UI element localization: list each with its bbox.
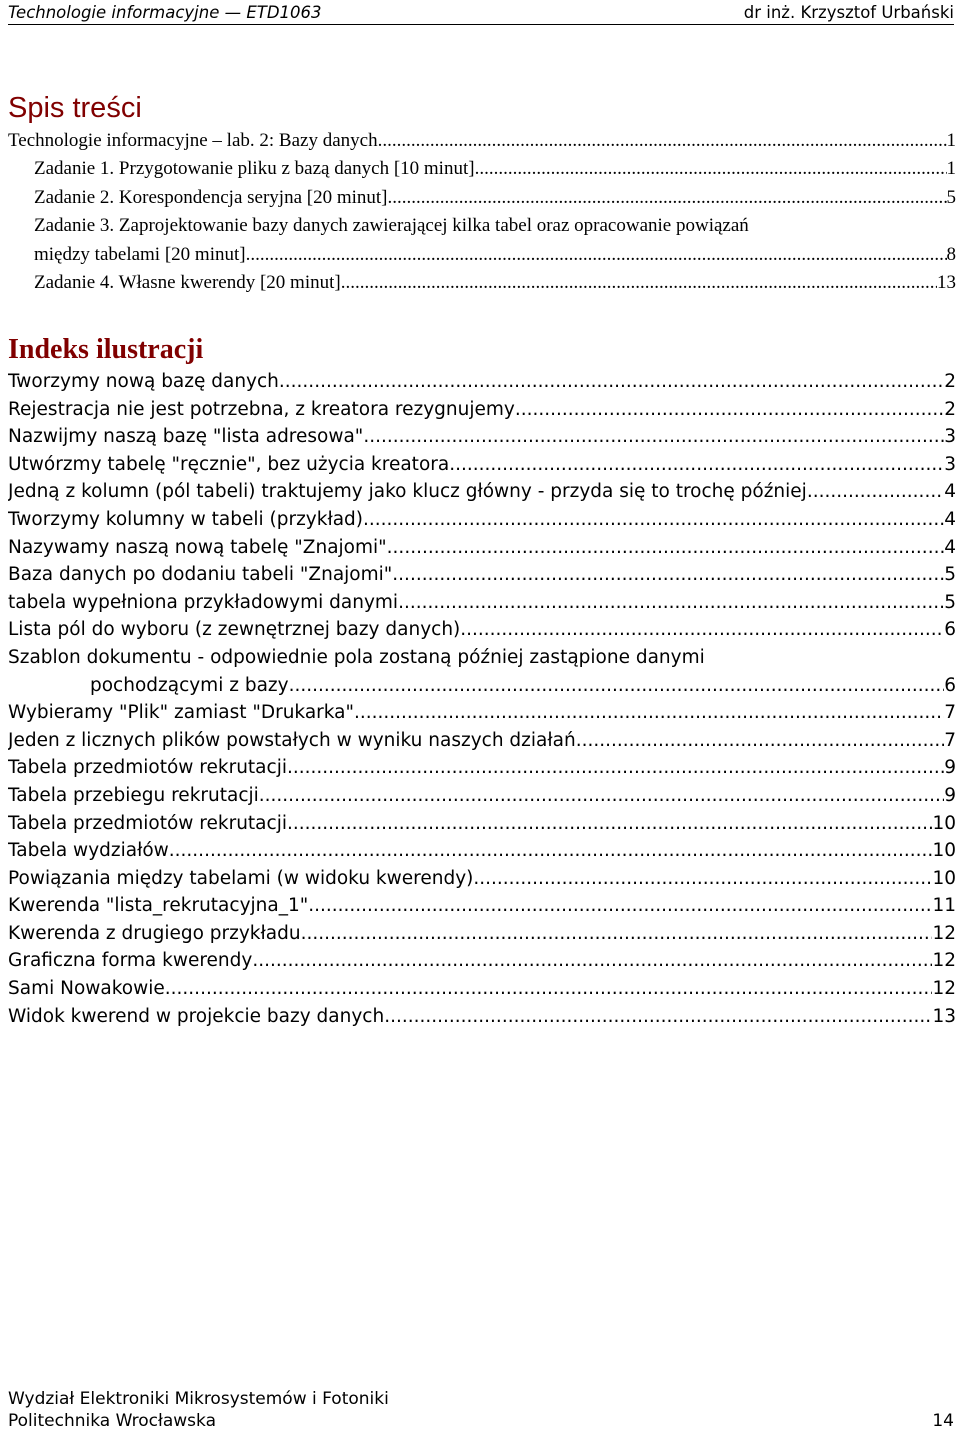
toc-entry[interactable] (8, 184, 956, 212)
illustration-entry-title[interactable]: Szablon dokumentu - odpowiednie pola zostaną później zastąpione danymi (8, 646, 705, 668)
illustration-entry[interactable] (8, 754, 956, 782)
illustration-entry-title-cont[interactable]: pochodzącymi z bazy (90, 674, 289, 696)
illustration-entry[interactable] (8, 699, 956, 727)
leader-dots (515, 396, 944, 424)
illustration-entry-page: 6 (944, 619, 956, 641)
illustration-entry-page: 12 (932, 922, 956, 944)
leader-dots (165, 975, 933, 1003)
illustration-entry-title[interactable]: tabela wypełniona przykładowymi danymi (8, 591, 399, 613)
toc-entry-page: 5 (946, 186, 956, 208)
illustration-entry-page: 4 (944, 508, 956, 530)
illustration-entry-title[interactable]: Powiązania między tabelami (w widoku kwerendy) (8, 867, 474, 889)
illustration-entry[interactable] (8, 534, 956, 562)
leader-dots (378, 127, 947, 155)
leader-dots (388, 184, 947, 212)
illustration-entry-title[interactable]: Sami Nowakowie (8, 978, 165, 1000)
leader-dots (449, 451, 944, 479)
illustration-entry-title[interactable]: Graficzna forma kwerendy (8, 950, 253, 972)
illustration-entry-page: 6 (944, 674, 956, 696)
illustration-entry-page: 13 (932, 1005, 956, 1027)
illustration-entry-page: 9 (944, 757, 956, 779)
leader-dots (475, 155, 947, 183)
leader-dots (363, 423, 944, 451)
illustration-entry-page: 9 (944, 784, 956, 806)
illustration-entry-page: 5 (944, 591, 956, 613)
leader-dots (287, 810, 932, 838)
illustration-entry[interactable] (8, 837, 956, 865)
illustration-entry-title[interactable]: Tabela przedmiotów rekrutacji (8, 812, 287, 834)
leader-dots (169, 837, 933, 865)
illustrations-heading: Indeks ilustracji (8, 334, 204, 365)
leader-dots (289, 672, 945, 700)
leader-dots (252, 947, 932, 975)
university-name: Politechnika Wrocławska (8, 1411, 216, 1431)
leader-dots (259, 782, 944, 810)
course-title: Technologie informacyjne — ETD1063 (8, 2, 322, 22)
illustration-entry-title[interactable]: Wybieramy "Plik" zamiast "Drukarka" (8, 702, 354, 724)
illustration-entry-title[interactable]: Widok kwerend w projekcie bazy danych (8, 1005, 385, 1027)
toc-entry-title[interactable]: Zadanie 2. Korespondencja seryjna [20 minut] (34, 186, 388, 208)
leader-dots (460, 616, 944, 644)
toc-entry-title-cont[interactable]: między tabelami [20 minut] (34, 243, 246, 265)
illustration-entry[interactable] (8, 423, 956, 451)
leader-dots (387, 534, 945, 562)
illustration-entry-title[interactable]: Kwerenda z drugiego przykładu (8, 922, 301, 944)
author-name: dr inż. Krzysztof Urbański (743, 2, 954, 22)
illustration-entry-title[interactable]: Nazwijmy naszą bazę "lista adresowa" (8, 426, 364, 448)
illustration-entry-page: 3 (944, 426, 956, 448)
illustration-entry[interactable] (8, 947, 956, 975)
illustration-entry[interactable] (8, 975, 956, 1003)
illustration-entry[interactable] (8, 644, 956, 672)
illustration-entry-title[interactable]: Lista pól do wyboru (z zewnętrznej bazy danych) (8, 619, 461, 641)
toc-entry-title[interactable]: Zadanie 1. Przygotowanie pliku z bazą danych [10 minut] (34, 158, 475, 180)
illustration-entry-page: 4 (944, 536, 956, 558)
illustration-entry-title[interactable]: Utwórzmy tabelę "ręcznie", bez użycia kreatora (8, 453, 450, 475)
illustration-entry-page: 10 (932, 867, 956, 889)
toc-entry-title[interactable]: Technologie informacyjne – lab. 2: Bazy danych (8, 130, 378, 151)
toc-entry-title[interactable]: Zadanie 3. Zaprojektowanie bazy danych zawierającej kilka tabel oraz opracowanie powiązań (34, 215, 749, 237)
leader-dots (246, 241, 947, 269)
toc-heading: Spis treści (8, 92, 142, 124)
illustration-entry[interactable] (8, 478, 956, 506)
illustration-entry-page: 7 (944, 702, 956, 724)
toc-entry[interactable] (8, 269, 956, 297)
illustration-entry[interactable] (8, 506, 956, 534)
illustration-entry-page: 10 (932, 840, 956, 862)
toc-entry[interactable] (8, 155, 956, 183)
illustration-entry-page: 10 (932, 812, 956, 834)
leader-dots (473, 865, 932, 893)
leader-dots (398, 589, 944, 617)
leader-dots (287, 754, 944, 782)
page-footer (8, 1388, 954, 1432)
toc-entry-page: 13 (937, 271, 956, 293)
illustration-entry[interactable] (8, 920, 956, 948)
illustration-entry-title[interactable]: Rejestracja nie jest potrzebna, z kreatora rezygnujemy (8, 398, 515, 420)
toc-entry-page: 1 (946, 130, 956, 151)
illustration-entry[interactable] (8, 782, 956, 810)
illustration-entry-page: 11 (932, 895, 956, 917)
leader-dots (392, 561, 944, 589)
toc-entry-page: 8 (946, 243, 956, 265)
illustration-entry-title[interactable]: Nazywamy naszą nową tabelę "Znajomi" (8, 536, 387, 558)
illustrations-list (8, 368, 956, 1030)
toc-entry-title[interactable]: Zadanie 4. Własne kwerendy [20 minut] (34, 271, 341, 293)
illustration-entry[interactable] (8, 396, 956, 424)
toc-entry[interactable] (8, 212, 956, 240)
leader-dots (341, 269, 937, 297)
illustration-entry-title[interactable]: Tabela wydziałów (8, 840, 169, 862)
illustration-entry-title[interactable]: Tworzymy kolumny w tabeli (przykład) (8, 508, 363, 530)
illustration-entry-title[interactable]: Tworzymy nową bazę danych (8, 371, 279, 392)
illustration-entry[interactable] (8, 589, 956, 617)
page-header (8, 0, 954, 25)
illustration-entry-page: 5 (944, 564, 956, 586)
faculty-name: Wydział Elektroniki Mikrosystemów i Fotoniki (8, 1389, 389, 1409)
illustration-entry-page: 12 (932, 978, 956, 1000)
illustration-entry[interactable] (8, 727, 956, 755)
illustration-entry[interactable] (8, 865, 956, 893)
illustration-entry-title[interactable]: Jedną z kolumn (pól tabeli) traktujemy jako klucz główny - przyda się to trochę później (8, 481, 807, 503)
leader-dots (807, 478, 944, 506)
leader-dots (301, 920, 933, 948)
leader-dots (576, 727, 945, 755)
leader-dots (363, 506, 944, 534)
illustration-entry-page: 3 (944, 453, 956, 475)
illustration-entry[interactable] (8, 892, 956, 920)
illustration-entry-page: 12 (932, 950, 956, 972)
leader-dots (384, 1003, 932, 1031)
illustration-entry-title[interactable]: Baza danych po dodaniu tabeli "Znajomi" (8, 564, 393, 586)
leader-dots (308, 892, 932, 920)
illustration-entry-page: 4 (944, 481, 956, 503)
leader-dots (354, 699, 944, 727)
illustration-entry[interactable] (8, 616, 956, 644)
illustration-entry[interactable] (8, 368, 956, 396)
illustration-entry-page: 2 (944, 398, 956, 420)
illustration-entry-page: 7 (944, 729, 956, 751)
toc-entry[interactable] (8, 127, 956, 155)
toc-entry-continuation[interactable] (8, 241, 956, 269)
illustration-entry[interactable] (8, 451, 956, 479)
illustration-entry[interactable] (8, 561, 956, 589)
illustration-entry[interactable] (8, 1003, 956, 1031)
toc-entry-page: 1 (946, 158, 956, 180)
illustration-entry[interactable] (8, 810, 956, 838)
illustration-entry-title[interactable]: Kwerenda "lista_rekrutacyjna_1" (8, 895, 309, 917)
illustration-entry-continuation[interactable] (8, 672, 956, 700)
toc-list (8, 127, 956, 297)
illustration-entry-page: 2 (944, 371, 956, 392)
leader-dots (279, 368, 944, 396)
illustration-entry-title[interactable]: Jeden z licznych plików powstałych w wyniku naszych działań (8, 729, 576, 751)
illustration-entry-title[interactable]: Tabela przebiegu rekrutacji (8, 784, 259, 806)
page-number: 14 (932, 1411, 954, 1431)
illustration-entry-title[interactable]: Tabela przedmiotów rekrutacji (8, 757, 287, 779)
